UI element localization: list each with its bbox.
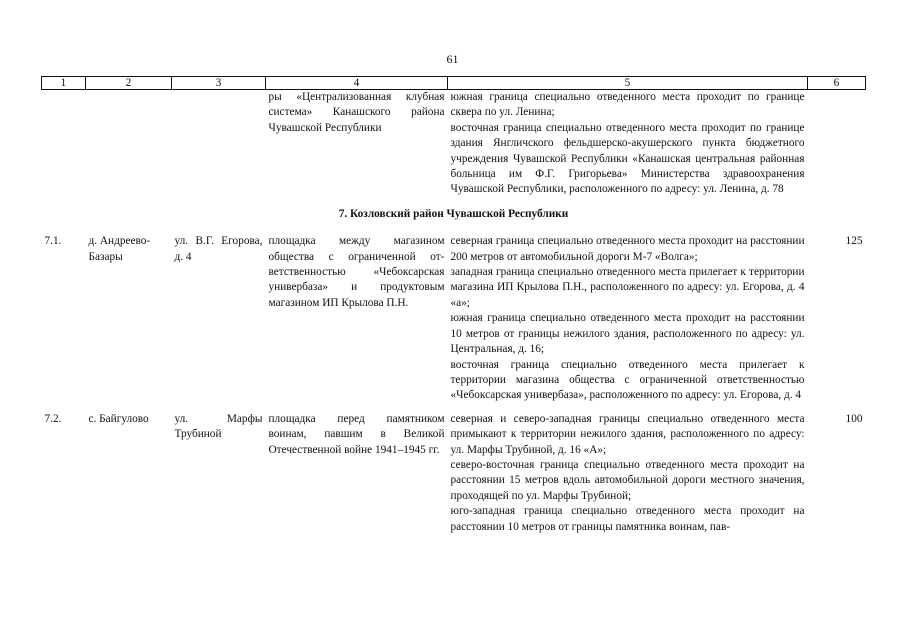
border-line: восточная граница специально отведенного места проходит по границе здания Янгличского фельдшерско-акушерского пункта бюджетного учреждения Чувашской Республики «Канашская центральная районная больница им Ф.Г. Григорьева» Министерства здравоохранения Чувашской Республики, расположенного по адресу: ул. Ленина, д. 78	[450, 121, 805, 196]
row-settlement: д. Андреево-Базары	[88, 235, 151, 263]
border-line: юго-западная граница специально отведенного места проходит на расстоянии 10 метров от границы памятника воинам, пав-	[450, 505, 805, 533]
page-number: 61	[446, 52, 459, 66]
continued-place: ры «Централизованная клубная система» Канашского района Чувашской Республики	[268, 91, 445, 134]
header-col-4: 4	[266, 77, 448, 90]
header-col-2: 2	[86, 77, 172, 90]
row-settlement: с. Байгулово	[88, 412, 149, 425]
row-borders	[448, 412, 808, 535]
border-line: восточная граница специально отведенного места прилегает к территории магазина общества с ограниченной ответственностью «Чебоксарская универбаза», расположенного по адресу: ул. Егорова, д. 4	[450, 358, 805, 402]
section-row	[42, 198, 866, 234]
border-line: западная граница специально отведенного места прилегает к территории магазина ИП Крылова П.Н., расположенного по адресу: ул. Егорова, д. 4 «а»;	[450, 266, 805, 309]
row-address: ул. В.Г. Егорова, д. 4	[174, 235, 263, 263]
header-col-1: 1	[42, 77, 86, 90]
section-title: 7. Козловский район Чувашской Республики	[338, 207, 569, 220]
continued-row	[42, 90, 866, 198]
border-line: северо-восточная граница специально отведенного места проходит на расстоянии 15 метров вдоль автомобильной дороги местного значения, проходящей по ул. Марфы Трубиной;	[450, 458, 805, 502]
border-line: северная и северо-западная границы специально отведенного места примыкают к территории нежилого здания, расположенного по адресу: ул. Марфы Трубиной, д. 16 «А»;	[450, 412, 805, 456]
header-col-5: 5	[448, 77, 808, 90]
row-number: 7.2.	[44, 412, 62, 425]
row-area: 125	[845, 235, 863, 248]
table-row	[42, 412, 866, 535]
row-place: площадка между магазином общества с ограниченной ответственностью «Чебоксарская универбаза» и продуктовым магазином ИП Крылова П.Н.	[268, 235, 445, 309]
continued-borders	[448, 90, 808, 198]
row-area: 100	[845, 412, 863, 425]
header-row	[42, 77, 866, 90]
border-line: северная граница специально отведенного места проходит на расстоянии 200 метров от автомобильной дороги М-7 «Волга»;	[450, 235, 805, 263]
border-line: южная граница специально отведенного места проходит на расстоянии 10 метров от границы нежилого здания, расположенного по адресу: ул. Центральная, д. 16;	[450, 312, 805, 356]
border-line: южная граница специально отведенного места проходит по границе сквера по ул. Ленина;	[450, 91, 805, 119]
row-number: 7.1.	[44, 235, 62, 248]
row-place: площадка перед памятником воинам, павшим в Великой Отечественной войне 1941–1945 гг.	[268, 412, 445, 456]
header-col-6: 6	[808, 77, 866, 90]
row-address: ул. Марфы Трубиной	[174, 412, 263, 441]
table-row	[42, 234, 866, 403]
header-col-3: 3	[172, 77, 266, 90]
places-table	[41, 76, 866, 535]
row-borders	[448, 234, 808, 403]
